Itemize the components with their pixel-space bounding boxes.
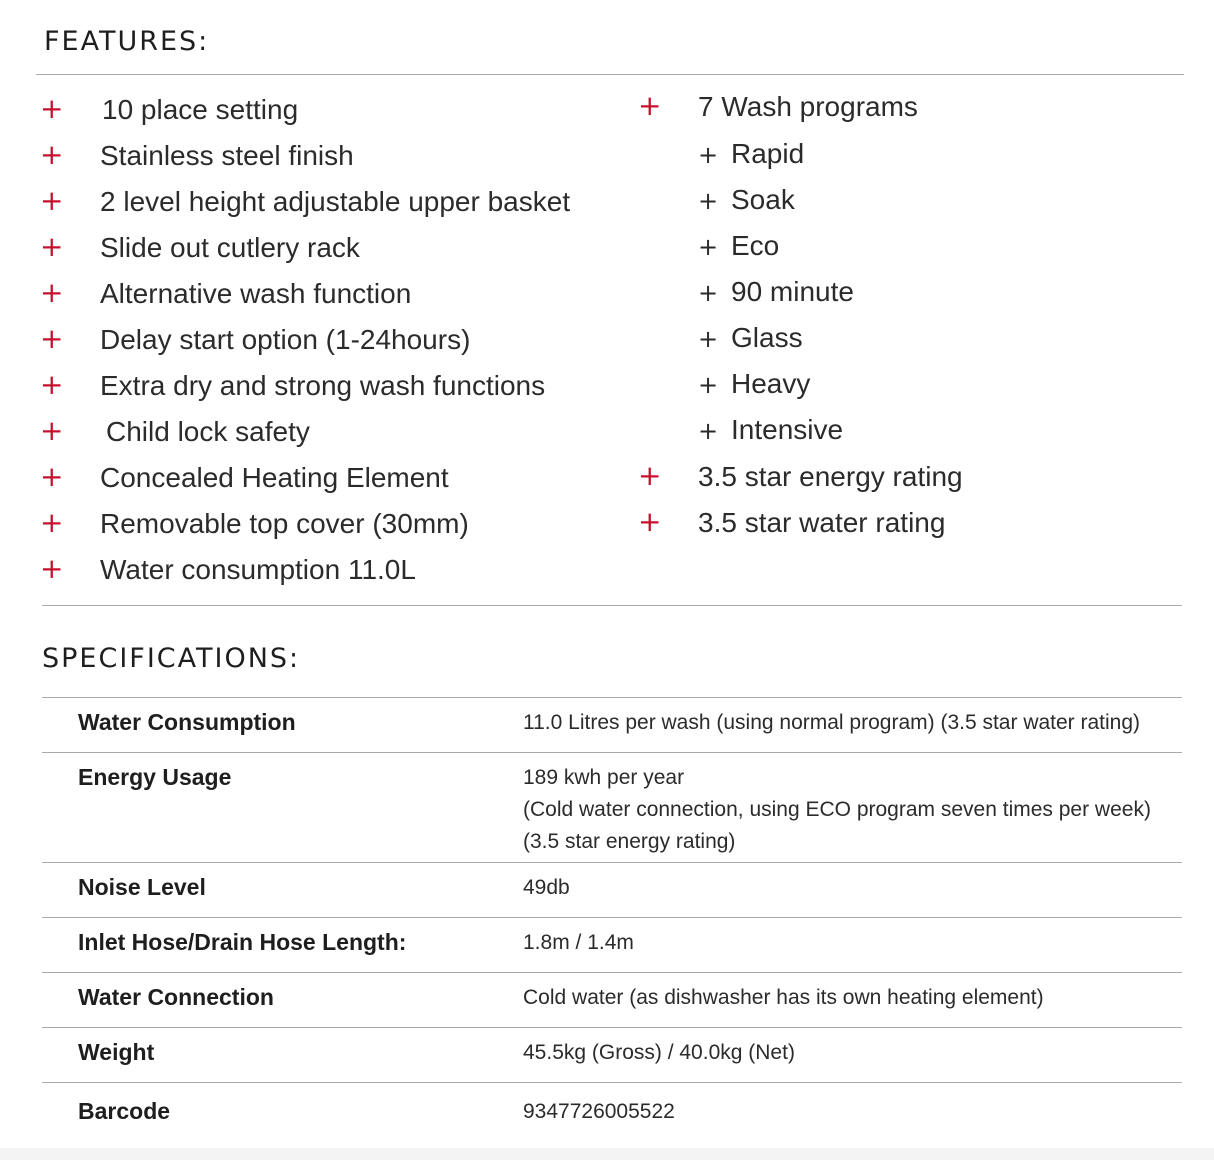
- plus-bullet-icon: +: [638, 89, 662, 122]
- plus-bullet-icon: +: [40, 184, 64, 217]
- spec-label: Water Consumption: [78, 709, 296, 735]
- plus-bullet-icon: +: [40, 230, 64, 263]
- table-row-divider: [42, 752, 1182, 753]
- plus-sub-bullet-icon: +: [698, 233, 719, 261]
- spec-label: Noise Level: [78, 874, 206, 900]
- plus-bullet-icon: +: [40, 460, 64, 493]
- spec-label: Barcode: [78, 1098, 171, 1124]
- spec-value-line: Cold water (as dishwasher has its own heating element): [523, 986, 1044, 1009]
- spec-label: Energy Usage: [78, 764, 232, 790]
- spec-value-line: 49db: [523, 876, 570, 899]
- table-row-divider: [42, 697, 1182, 698]
- plus-bullet-icon: +: [40, 552, 64, 585]
- spec-value: [523, 982, 1044, 1014]
- spec-value-line: 189 kwh per year: [523, 766, 685, 789]
- feature-item: 3.5 star water rating: [698, 507, 946, 538]
- plus-bullet-icon: +: [40, 138, 64, 171]
- spec-value: [523, 872, 570, 904]
- plus-bullet-icon: +: [40, 506, 64, 539]
- plus-bullet-icon: +: [40, 414, 64, 447]
- feature-item: Water consumption 11.0L: [100, 554, 416, 585]
- spec-value-line: 11.0 Litres per wash (using normal program) (3.5 star water rating): [523, 711, 1141, 734]
- spec-value: [523, 707, 1140, 739]
- plus-bullet-icon: +: [638, 505, 662, 538]
- wash-programs-label: 7 Wash programs: [698, 91, 918, 122]
- wash-program-item: Eco: [731, 230, 780, 261]
- wash-program-item: Heavy: [731, 368, 811, 399]
- feature-item: Extra dry and strong wash functions: [100, 370, 546, 401]
- feature-item: Removable top cover (30mm): [100, 508, 469, 539]
- feature-item: Delay start option (1-24hours): [100, 324, 471, 355]
- plus-bullet-icon: +: [40, 92, 64, 125]
- wash-program-item: Rapid: [731, 138, 805, 169]
- wash-program-item: 90 minute: [731, 276, 854, 307]
- feature-item: Child lock safety: [106, 416, 310, 447]
- plus-sub-bullet-icon: +: [698, 187, 719, 215]
- spec-value: [523, 762, 1151, 858]
- wash-program-item: Glass: [731, 322, 803, 353]
- feature-item: Alternative wash function: [100, 278, 412, 309]
- features-top-divider: [36, 74, 1184, 75]
- feature-item: 10 place setting: [102, 94, 299, 125]
- spec-value-line: (3.5 star energy rating): [523, 830, 736, 853]
- plus-sub-bullet-icon: +: [698, 371, 719, 399]
- feature-item: 2 level height adjustable upper basket: [100, 186, 571, 217]
- table-row-divider: [42, 917, 1182, 918]
- table-row-divider: [42, 1027, 1182, 1028]
- wash-program-item: Intensive: [731, 414, 844, 445]
- plus-bullet-icon: +: [40, 368, 64, 401]
- plus-sub-bullet-icon: +: [698, 279, 719, 307]
- spec-value: [523, 1037, 795, 1069]
- plus-bullet-icon: +: [40, 322, 64, 355]
- plus-bullet-icon: +: [638, 459, 662, 492]
- table-row-divider: [42, 972, 1182, 973]
- spec-label: Weight: [78, 1039, 155, 1065]
- wash-program-item: Soak: [731, 184, 795, 215]
- spec-label: Water Connection: [78, 984, 274, 1010]
- plus-sub-bullet-icon: +: [698, 325, 719, 353]
- spec-value-line: 45.5kg (Gross) / 40.0kg (Net): [523, 1041, 795, 1064]
- spec-label: Inlet Hose/Drain Hose Length:: [78, 929, 407, 955]
- feature-item: Concealed Heating Element: [100, 462, 449, 493]
- feature-item: 3.5 star energy rating: [698, 461, 963, 492]
- bottom-edge-band: [0, 1148, 1214, 1160]
- table-row-divider: [42, 862, 1182, 863]
- features-heading: FEATURES:: [44, 26, 210, 57]
- spec-value-line: 9347726005522: [523, 1100, 675, 1123]
- table-row-divider: [42, 1082, 1182, 1083]
- feature-item: Slide out cutlery rack: [100, 232, 360, 263]
- plus-sub-bullet-icon: +: [698, 417, 719, 445]
- spec-value-line: 1.8m / 1.4m: [523, 931, 634, 954]
- spec-value-line: (Cold water connection, using ECO program seven times per week): [523, 798, 1151, 821]
- plus-bullet-icon: +: [40, 276, 64, 309]
- plus-sub-bullet-icon: +: [698, 141, 719, 169]
- spec-value: [523, 1096, 675, 1128]
- specifications-heading: SPECIFICATIONS:: [42, 643, 301, 674]
- spec-value: [523, 927, 634, 959]
- feature-item: Stainless steel finish: [100, 140, 354, 171]
- features-bottom-divider: [42, 605, 1182, 606]
